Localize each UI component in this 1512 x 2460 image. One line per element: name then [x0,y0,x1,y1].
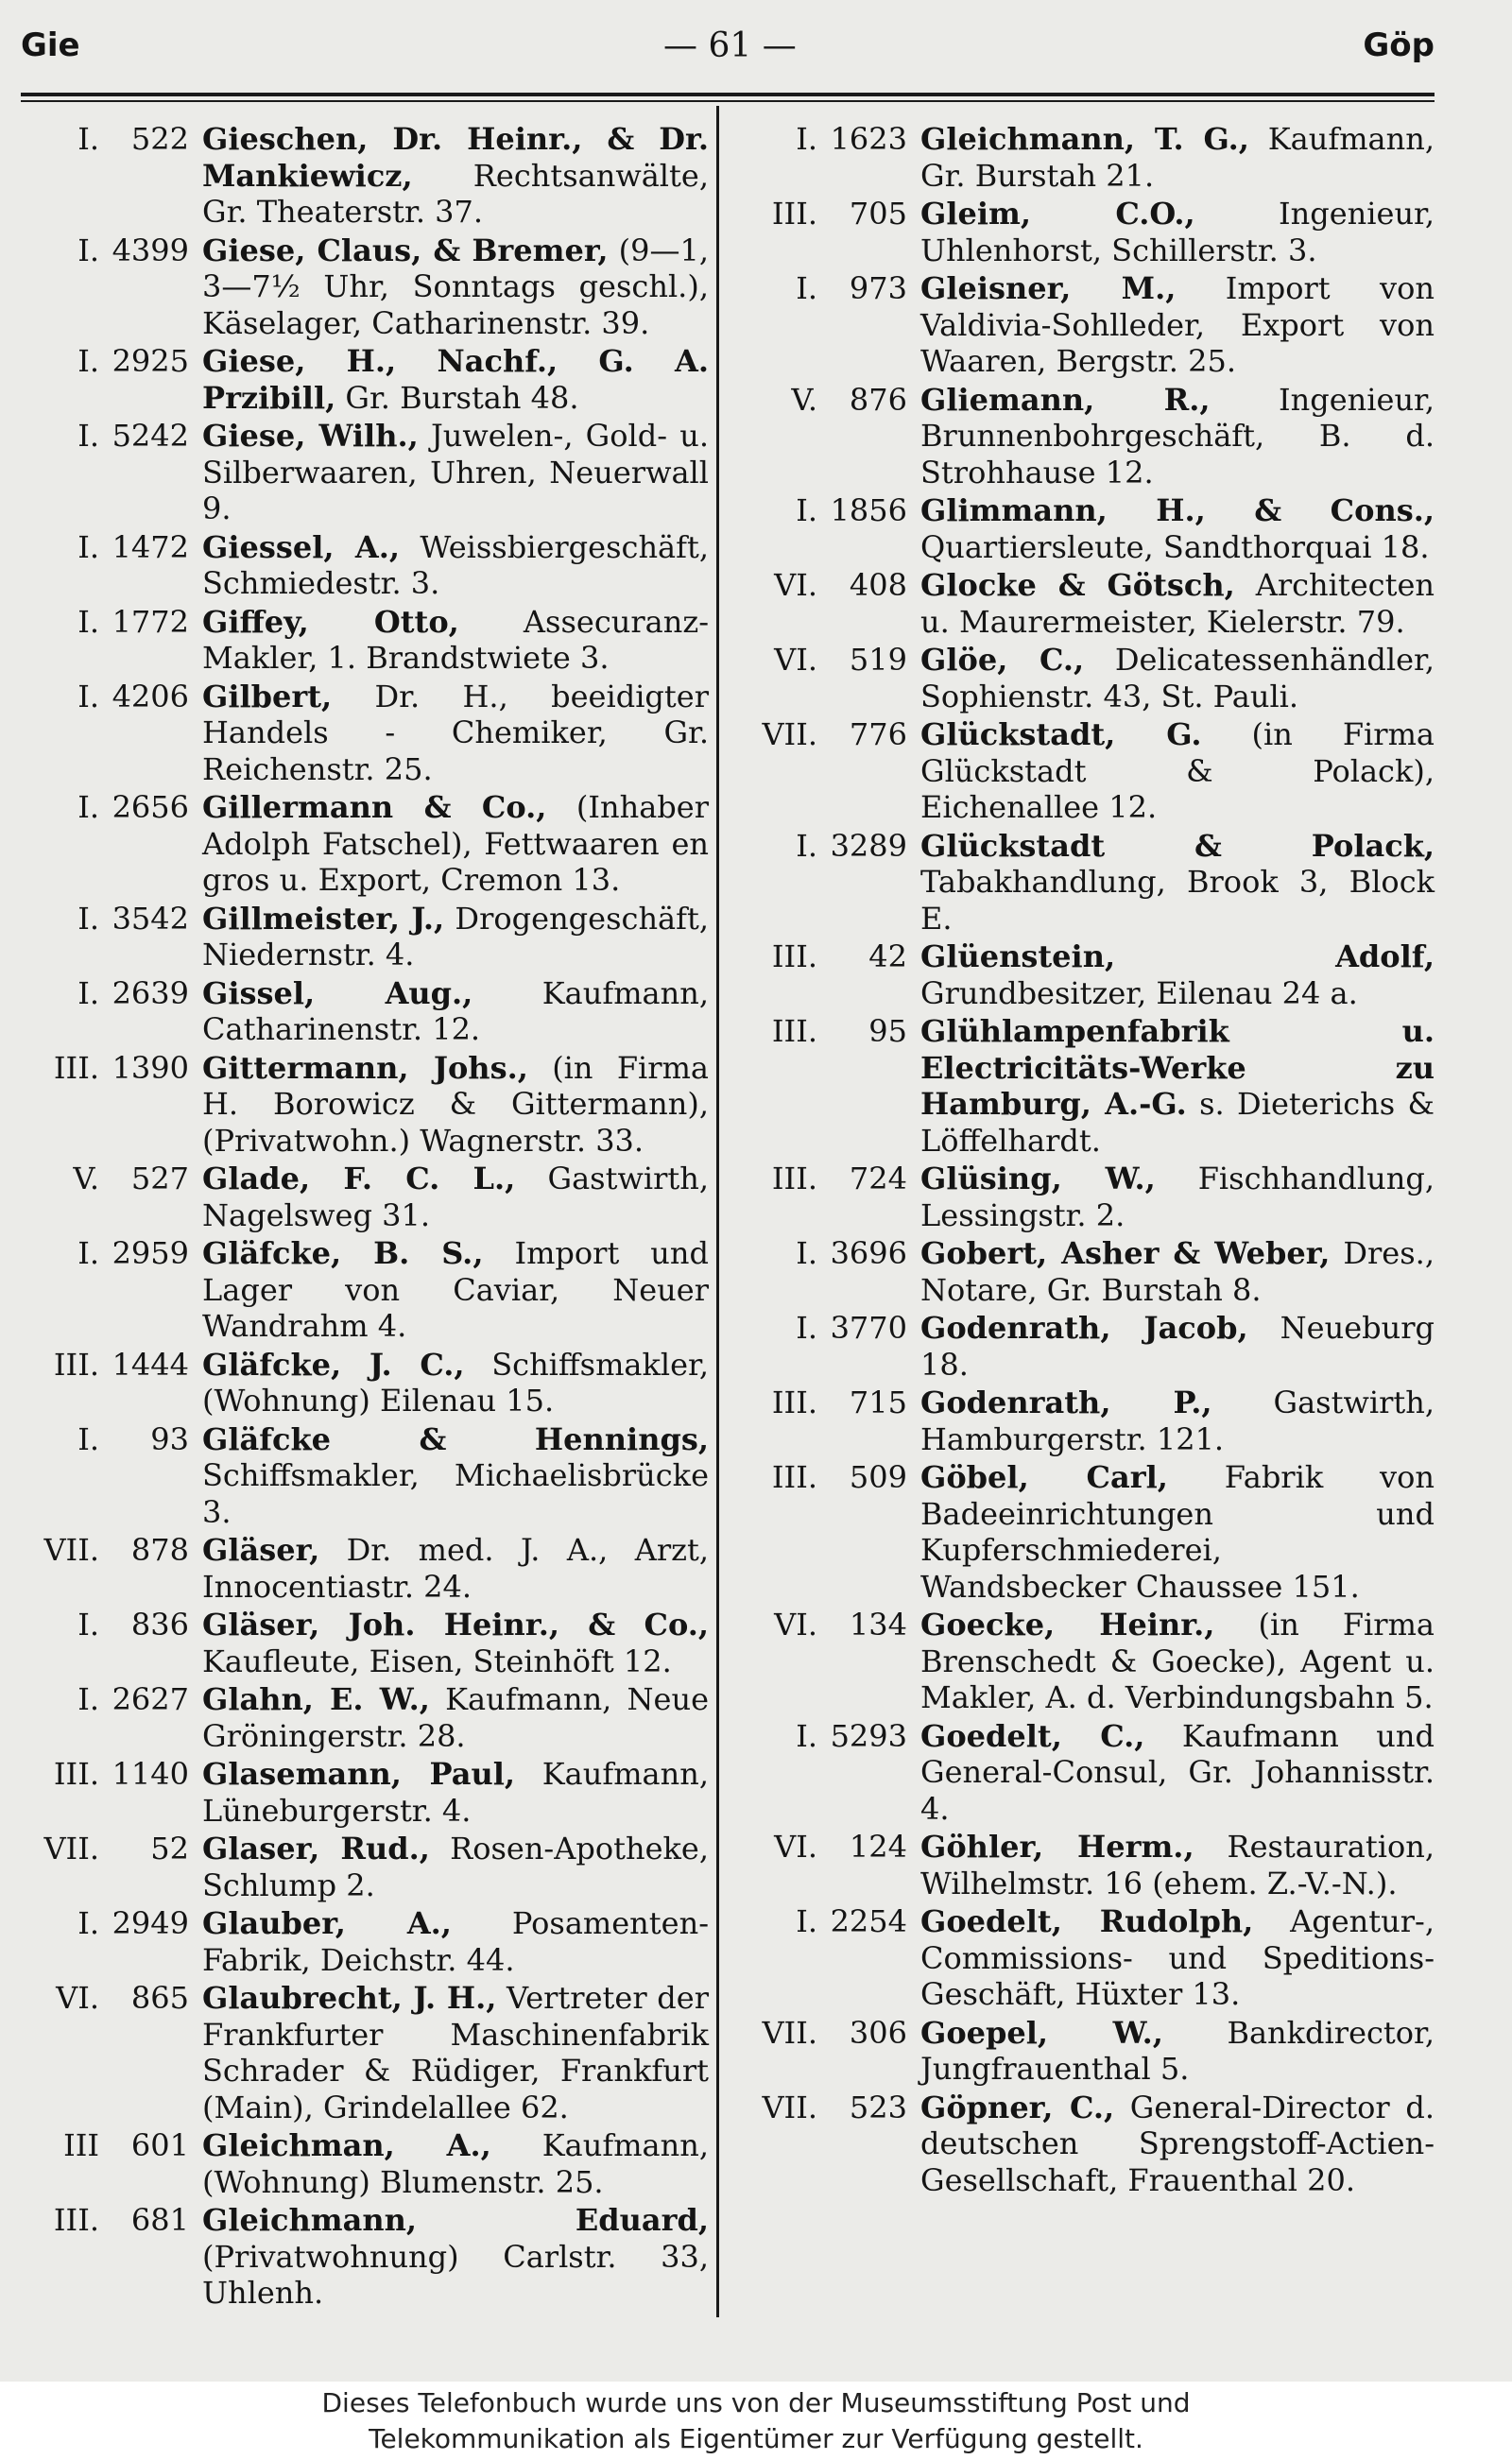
phone-number: 124 [849,1829,907,1865]
subscriber-details: Kaufmann, (Wohnung) Blumenstr. 25. [202,2127,710,2200]
phone-number: 1856 [830,492,907,528]
directory-entry [728,828,1435,938]
exchange-code: I. [796,1235,817,1271]
subscriber-name: Giese, Claus, & Bremer, [202,232,609,268]
entry-text [920,196,1435,268]
exchange-code: I. [77,1905,99,1941]
entry-text [920,938,1435,1011]
directory-entry [9,679,709,788]
directory-entry [9,1421,709,1531]
subscriber-name: Gläfcke, J. C., [202,1346,465,1383]
phone-number: 3696 [830,1235,907,1271]
directory-entry [9,1681,709,1754]
phone-number: 3289 [830,827,907,864]
exchange-code: VII. [762,2089,817,2125]
subscriber-name: Glauber, A., [202,1905,452,1941]
directory-entry [728,1013,1435,1159]
phone-number: 527 [130,1161,189,1196]
exchange-code: I. [796,121,817,157]
subscriber-name: Glasemann, Paul, [202,1756,516,1792]
subscriber-details: Quartiersleute, Sandthorquai 18. [920,528,1430,565]
phone-number: 681 [130,2202,189,2238]
directory-entry [9,343,709,416]
subscriber-details: Drogengeschäft, Niedernstr. 4. [202,900,710,972]
directory-entry [728,1903,1435,2013]
directory-entry [728,567,1435,640]
subscriber-name: Gleisner, M., [920,270,1177,306]
header-rule [21,93,1435,96]
exchange-code: I. [77,418,99,454]
exchange-code: I. [77,1607,99,1643]
column-divider [716,106,719,2317]
phone-number: 973 [849,270,907,306]
subscriber-details: Juwelen-, Gold- u. Silberwaaren, Uhren, Neuerwall 9. [202,418,710,526]
subscriber-name: Gläser, Joh. Heinr., & Co., [202,1607,709,1643]
subscriber-name: Goedelt, C., [920,1717,1145,1754]
entry-text [202,1831,709,1903]
subscriber-name: Goecke, Heinr., [920,1607,1215,1643]
subscriber-details: (in Firma H. Borowicz & Gittermann), (Privatwohn.) Wagnerstr. 33. [202,1049,710,1159]
phone-number: 865 [130,1980,189,2016]
exchange-code: III. [771,1013,817,1049]
exchange-code: I. [796,1310,817,1346]
subscriber-name: Gleichmann, Eduard, [202,2202,709,2238]
subscriber-name: Gissel, Aug., [202,974,473,1011]
subscriber-details: (9—1, 3—7½ Uhr, Sonntags geschl.), Käselager, Catharinenstr. 39. [202,232,710,341]
subscriber-name: Glaubrecht, J. H., [202,1980,497,2016]
phone-number: 1390 [112,1049,189,1086]
directory-entry [728,1829,1435,1901]
exchange-code: III. [771,1459,817,1495]
directory-entry [9,1607,709,1679]
exchange-code: I. [796,270,817,306]
entry-text [202,2202,709,2312]
exchange-code: I. [77,1681,99,1717]
entry-text [920,567,1435,640]
subscriber-name: Glocke & Götsch, [920,567,1235,603]
phone-number: 134 [849,1607,907,1643]
phone-number: 95 [868,1013,907,1049]
subscriber-name: Gläfcke, B. S., [202,1235,484,1271]
header-left-keyword: Gie [21,26,80,64]
phone-number: 2959 [112,1235,189,1271]
phone-number: 724 [849,1161,907,1196]
phone-number: 2627 [112,1681,189,1717]
subscriber-name: Giffey, Otto, [202,603,459,640]
exchange-code: I. [77,528,99,565]
subscriber-details: Ingenieur, Brunnenbohrgeschäft, B. d. Strohhause 12. [920,381,1435,490]
entry-text [202,1050,709,1160]
subscriber-name: Glühlampenfabrik u. Electricitäts-Werke zu Hamburg, A.-G. [920,1013,1435,1122]
right-column [728,121,1435,2200]
subscriber-name: Giese, Wilh., [202,418,419,454]
exchange-code: VI. [774,1607,817,1643]
phone-number: 522 [130,121,189,157]
phone-number: 408 [849,567,907,603]
directory-entry [728,1459,1435,1605]
subscriber-details: Kaufleute, Eisen, Steinhöft 12. [202,1643,672,1679]
exchange-code: III [63,2127,99,2163]
subscriber-details: Kaufmann, Neue Gröningerstr. 28. [202,1681,710,1754]
entry-text [202,1607,709,1679]
entry-text [920,828,1435,938]
directory-entry [9,901,709,973]
entry-text [202,1421,709,1531]
phone-number: 4206 [112,678,189,714]
entry-text [920,1161,1435,1233]
directory-entry [728,2015,1435,2088]
exchange-code: III. [771,1161,817,1196]
phone-number: 601 [130,2127,189,2163]
entry-text [920,1829,1435,1901]
subscriber-details: Kaufmann, Gr. Burstah 21. [920,121,1435,194]
phone-number: 2925 [112,343,189,379]
exchange-code: I. [77,121,99,157]
subscriber-name: Gieschen, Dr. Heinr., & Dr. Mankiewicz, [202,121,709,194]
entry-text [202,1980,709,2125]
phone-number: 306 [849,2014,907,2051]
exchange-code: III. [771,196,817,232]
entry-text [920,1459,1435,1605]
subscriber-details: Rosen-Apotheke, Schlump 2. [202,1831,709,1903]
exchange-code: I. [796,827,817,864]
phone-number: 4399 [112,232,189,268]
phone-number: 5242 [112,418,189,454]
subscriber-details: Assecuranz-Makler, 1. Brandstwiete 3. [202,603,709,676]
subscriber-details: Fabrik von Badeeinrichtungen und Kupferschmiederei, Wandsbecker Chaussee 151. [920,1459,1435,1605]
entry-text [920,1310,1435,1383]
phone-number: 1140 [112,1756,189,1792]
entry-text [202,418,709,527]
directory-entry [9,418,709,527]
directory-entry [728,1718,1435,1828]
phone-number: 5293 [830,1717,907,1754]
subscriber-name: Göbel, Carl, [920,1459,1168,1495]
subscriber-details: Import und Lager von Caviar, Neuer Wandrahm 4. [202,1235,710,1344]
entry-text [920,716,1435,826]
header-rule-thin [21,100,1435,102]
subscriber-details: Restauration, Wilhelmstr. 16 (ehem. Z.-V.-N.). [920,1829,1435,1901]
subscriber-details: Import von Valdivia-Sohlleder, Export von Waaren, Bergstr. 25. [920,270,1435,379]
exchange-code: I. [77,900,99,937]
entry-text [920,270,1435,380]
exchange-code: I. [796,492,817,528]
entry-text [202,604,709,677]
subscriber-details: Schiffsmakler, Michaelisbrücke 3. [202,1457,709,1530]
entry-text [202,1681,709,1754]
subscriber-name: Glade, F. C. L., [202,1161,516,1196]
directory-entry [9,789,709,899]
directory-entry [9,2127,709,2200]
phone-number: 776 [849,716,907,752]
subscriber-details: Gastwirth, Hamburgerstr. 121. [920,1385,1435,1457]
page-header [21,26,1435,83]
subscriber-name: Glimmann, H., & Cons., [920,492,1435,528]
exchange-code: VII. [43,1532,99,1568]
subscriber-details: Dr. H., beeidigter Handels - Chemiker, Gr. Reichenstr. 25. [202,678,709,787]
exchange-code: VII. [43,1831,99,1867]
entry-text [202,121,709,231]
phone-number: 519 [849,642,907,678]
footer-notice [0,2382,1512,2460]
directory-entry [728,1161,1435,1233]
footer-line-1: Dieses Telefonbuch wurde uns von der Museumsstiftung Post und [321,2387,1191,2418]
entry-text [920,1385,1435,1457]
exchange-code: V. [791,381,817,418]
subscriber-details: (in Firma Brenschedt & Goecke), Agent u. Makler, A. d. Verbindungsbahn 5. [920,1607,1435,1715]
entry-text [920,2015,1435,2088]
entry-text [920,121,1435,194]
entry-text [202,679,709,788]
exchange-code: VI. [56,1980,99,2016]
entry-text [202,1161,709,1233]
directory-entry [728,382,1435,491]
phone-number: 93 [150,1420,189,1457]
exchange-code: VI. [774,567,817,603]
subscriber-details: Bankdirector, Jungfrauenthal 5. [920,2014,1435,2087]
exchange-code: III. [771,938,817,974]
subscriber-details: Architecten u. Maurermeister, Kielerstr. 79. [920,567,1435,640]
entry-text [202,232,709,342]
subscriber-name: Göhler, Herm., [920,1829,1194,1865]
subscriber-details: Dr. med. J. A., Arzt, Innocentiastr. 24. [202,1532,709,1605]
subscriber-name: Glöe, C., [920,642,1085,678]
phone-number: 523 [849,2089,907,2125]
exchange-code: VII. [762,2014,817,2051]
subscriber-name: Gobert, Asher & Weber, [920,1235,1331,1271]
phone-number: 876 [849,381,907,418]
subscriber-name: Gilbert, [202,678,333,714]
exchange-code: III. [53,1049,99,1086]
phone-number: 705 [849,196,907,232]
phone-number: 3542 [112,900,189,937]
directory-entry [728,642,1435,714]
subscriber-details: (in Firma Glückstadt & Polack), Eichenallee 12. [920,716,1435,825]
exchange-code: I. [77,1235,99,1271]
directory-entry [9,1050,709,1160]
subscriber-details: Gr. Burstah 48. [335,379,579,416]
phone-number: 42 [868,938,907,974]
entry-text [202,529,709,602]
exchange-code: I. [77,974,99,1011]
subscriber-name: Giessel, A., [202,528,401,565]
subscriber-name: Glückstadt & Polack, [920,827,1435,864]
phone-number: 2254 [830,1903,907,1939]
entry-text [202,1756,709,1829]
phone-number: 1772 [112,603,189,640]
subscriber-name: Godenrath, P., [920,1385,1212,1420]
entry-text [202,901,709,973]
directory-entry [9,1161,709,1233]
subscriber-details: Fischhandlung, Lessingstr. 2. [920,1161,1435,1233]
entry-text [202,975,709,1048]
entry-text [202,343,709,416]
entry-text [920,2090,1435,2199]
subscriber-details: Vertreter der Frankfurter Maschinenfabrik Schrader & Rüdiger, Frankfurt (Main), Grindelallee 62. [202,1980,709,2125]
entry-text [920,1903,1435,2013]
exchange-code: III. [53,1346,99,1383]
directory-entry [728,1235,1435,1308]
exchange-code: I. [77,232,99,268]
directory-entry [728,2090,1435,2199]
entry-text [202,1235,709,1345]
directory-entry [728,492,1435,565]
entry-text [920,492,1435,565]
subscriber-details: Schiffsmakler, (Wohnung) Eilenau 15. [202,1346,709,1419]
page-number: — 61 — [663,26,797,65]
entry-text [202,789,709,899]
directory-entry [9,1235,709,1345]
subscriber-details: Posamenten-Fabrik, Deichstr. 44. [202,1905,710,1978]
exchange-code: I. [796,1903,817,1939]
subscriber-details: (Inhaber Adolph Fatschel), Fettwaaren en gros u. Export, Cremon 13. [202,789,709,898]
directory-entry [728,1385,1435,1457]
subscriber-details: Grundbesitzer, Eilenau 24 a. [920,974,1358,1011]
directory-entry [9,1980,709,2125]
subscriber-details: Ingenieur, Uhlenhorst, Schillerstr. 3. [920,196,1435,268]
subscriber-details: Tabakhandlung, Brook 3, Block E. [920,864,1435,937]
phone-number: 715 [849,1385,907,1420]
exchange-code: VI. [774,1829,817,1865]
subscriber-name: Gläser, [202,1532,320,1568]
exchange-code: VII. [762,716,817,752]
subscriber-name: Gläfcke & Hennings, [202,1420,709,1457]
subscriber-details: Rechtsanwälte, Gr. Theaterstr. 37. [202,157,709,230]
subscriber-details: General-Director d. deutschen Sprengstoff-Actien-Gesellschaft, Frauenthal 20. [920,2089,1435,2198]
directory-entry [728,1607,1435,1716]
entry-text [202,1347,709,1419]
phone-number: 52 [150,1831,189,1867]
subscriber-details: Kaufmann, Catharinenstr. 12. [202,974,710,1047]
subscriber-name: Gliemann, R., [920,381,1211,418]
subscriber-name: Gleichmann, T. G., [920,121,1249,157]
phone-number: 1623 [830,121,907,157]
directory-entry [9,1347,709,1419]
directory-entry [728,270,1435,380]
phone-number: 2639 [112,974,189,1011]
subscriber-name: Göpner, C., [920,2089,1115,2125]
subscriber-details: Kaufmann und General-Consul, Gr. Johannisstr. 4. [920,1717,1435,1827]
subscriber-details: Dres., Notare, Gr. Burstah 8. [920,1235,1435,1308]
directory-entry [728,196,1435,268]
phone-number: 1472 [112,528,189,565]
subscriber-details: s. Dieterichs & Löffelhardt. [920,1086,1435,1159]
subscriber-name: Gillermann & Co., [202,789,547,825]
phone-number: 836 [130,1607,189,1643]
exchange-code: VI. [774,642,817,678]
left-column [9,121,709,2314]
exchange-code: III. [771,1385,817,1420]
directory-entry [9,1831,709,1903]
subscriber-name: Glüsing, W., [920,1161,1156,1196]
subscriber-details: Kaufmann, Lüneburgerstr. 4. [202,1756,710,1829]
subscriber-name: Glückstadt, G. [920,716,1202,752]
entry-text [920,642,1435,714]
exchange-code: I. [77,1420,99,1457]
entry-text [920,1607,1435,1716]
phone-number: 878 [130,1532,189,1568]
directory-entry [728,121,1435,194]
entry-text [202,1905,709,1978]
subscriber-name: Godenrath, Jacob, [920,1310,1248,1346]
phone-number: 3770 [830,1310,907,1346]
exchange-code: I. [77,678,99,714]
exchange-code: V. [73,1161,99,1196]
directory-entry [9,121,709,231]
subscriber-name: Gillmeister, J., [202,900,445,937]
subscriber-name: Gleim, C.O., [920,196,1195,232]
directory-entry [728,938,1435,1011]
subscriber-name: Glahn, E. W., [202,1681,430,1717]
directory-entry [728,1310,1435,1383]
header-right-keyword: Göp [1363,26,1435,64]
exchange-code: III. [53,1756,99,1792]
entry-text [920,1235,1435,1308]
phone-number: 1444 [112,1346,189,1383]
subscriber-details: Agentur-, Commissions- und Speditions-Geschäft, Hüxter 13. [920,1903,1435,2012]
footer-line-2: Telekommunikation als Eigentümer zur Verfügung gestellt. [369,2423,1143,2454]
subscriber-name: Glüenstein, Adolf, [920,938,1435,974]
entry-text [920,382,1435,491]
exchange-code: III. [53,2202,99,2238]
subscriber-details: Delicatessenhändler, Sophienstr. 43, St. Pauli. [920,642,1435,714]
entry-text [920,1013,1435,1159]
directory-entry [9,529,709,602]
subscriber-details: Neueburg 18. [920,1310,1435,1383]
directory-entry [9,1905,709,1978]
exchange-code: I. [796,1717,817,1754]
directory-entry [9,604,709,677]
directory-entry [9,1756,709,1829]
exchange-code: I. [77,343,99,379]
phone-number: 2656 [112,789,189,825]
exchange-code: I. [77,789,99,825]
phone-number: 509 [849,1459,907,1495]
subscriber-details: (Privatwohnung) Carlstr. 33, Uhlenh. [202,2238,709,2311]
directory-entry [9,975,709,1048]
entry-text [202,1532,709,1605]
directory-entry [9,232,709,342]
entry-text [202,2127,709,2200]
exchange-code: I. [77,603,99,640]
subscriber-name: Glaser, Rud., [202,1831,430,1867]
phone-number: 2949 [112,1905,189,1941]
subscriber-details: Weissbiergeschäft, Schmiedestr. 3. [202,528,709,601]
subscriber-name: Goepel, W., [920,2014,1163,2051]
subscriber-name: Gittermann, Johs., [202,1049,528,1086]
directory-entry [728,716,1435,826]
subscriber-details: Gastwirth, Nagelsweg 31. [202,1161,710,1233]
subscriber-name: Goedelt, Rudolph, [920,1903,1254,1939]
subscriber-name: Gleichman, A., [202,2127,491,2163]
directory-entry [9,1532,709,1605]
directory-entry [9,2202,709,2312]
subscriber-name: Giese, H., Nachf., G. A. Przibill, [202,343,709,416]
entry-text [920,1718,1435,1828]
